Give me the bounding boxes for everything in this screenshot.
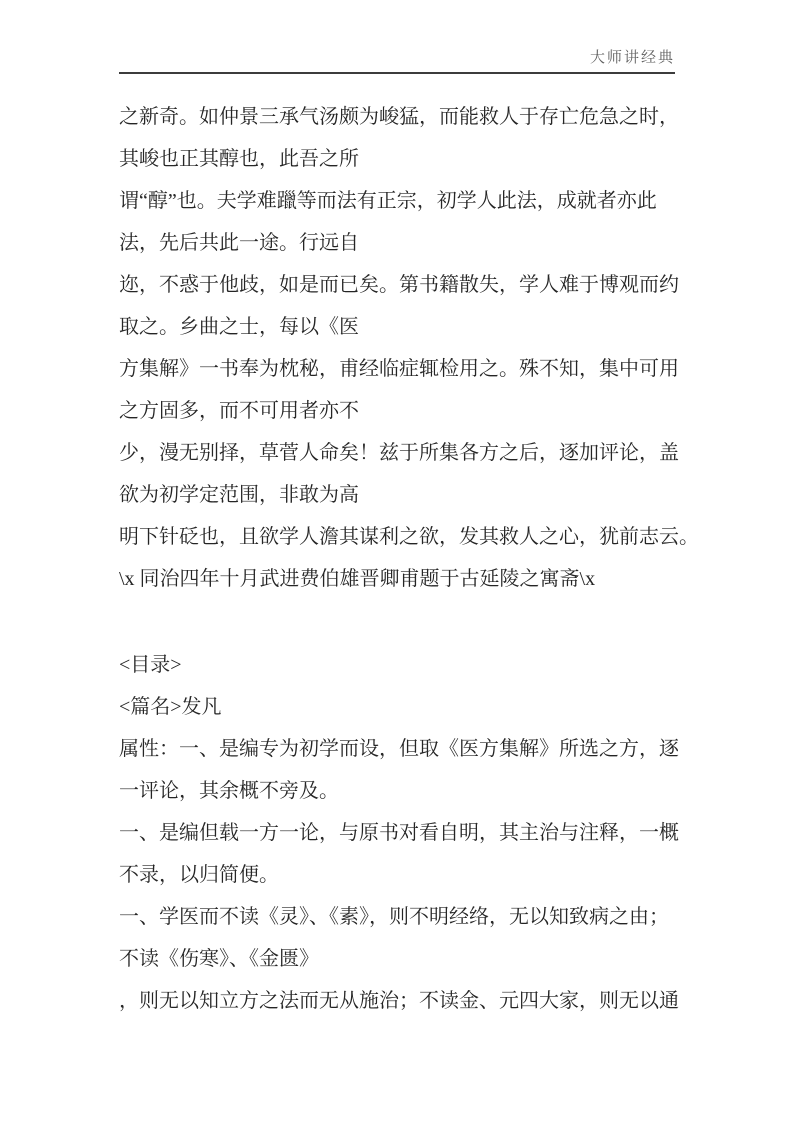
text-line: 之方固多，而不可用者亦不 [119,400,359,422]
text-line: 迩，不惑于他歧，如是而已矣。第书籍散失，学人难于博观而约 [119,274,679,296]
signature-line: \x 同治四年十月武进费伯雄晋卿甫题于古延陵之寓斋\x [119,568,596,590]
chapter-tag-line: <篇名>发凡 [119,696,222,718]
text-line: 之新奇。如仲景三承气汤颇为峻猛，而能救人于存亡危急之时， [119,106,679,128]
text-line: 不读《伤寒》、《金匮》 [119,948,319,970]
text-line: 明下针砭也，且欲学人澹其谋利之欲，发其救人之心，犹前志云。 [119,526,699,548]
text-line: 谓“醇”也。夫学难躐等而法有正宗，初学人此法，成就者亦此 [119,190,657,212]
text-line: 一评论，其余概不旁及。 [119,780,339,802]
brand-label: 大师讲经典 [589,50,675,66]
toc-tag-line: <目录> [119,654,182,676]
text-line: 方集解》一书奉为枕秘，甫经临症辄检用之。殊不知，集中可用 [119,358,679,380]
text-line: 不录，以归简便。 [119,864,279,886]
text-line: 少，漫无别择，草菅人命矣！兹于所集各方之后，逐加评论，盖 [119,442,679,464]
text-line: 一、学医而不读《灵》、《素》，则不明经络，无以知致病之由； [119,906,669,928]
text-line: 一、是编但载一方一论，与原书对看自明，其主治与注释，一概 [119,822,679,844]
text-line: 欲为初学定范围，非敢为高 [119,484,359,506]
text-line: 法，先后共此一途。行远自 [119,232,359,254]
document-body [119,96,699,1022]
text-line: 属性：一、是编专为初学而设，但取《医方集解》所选之方，逐 [119,738,679,760]
text-line: ，则无以知立方之法而无从施治；不读金、元四大家，则无以通 [119,990,679,1012]
text-line: 取之。乡曲之士，每以《医 [119,316,359,338]
text-line: 其峻也正其醇也，此吾之所 [119,148,359,170]
page-header [119,0,675,74]
